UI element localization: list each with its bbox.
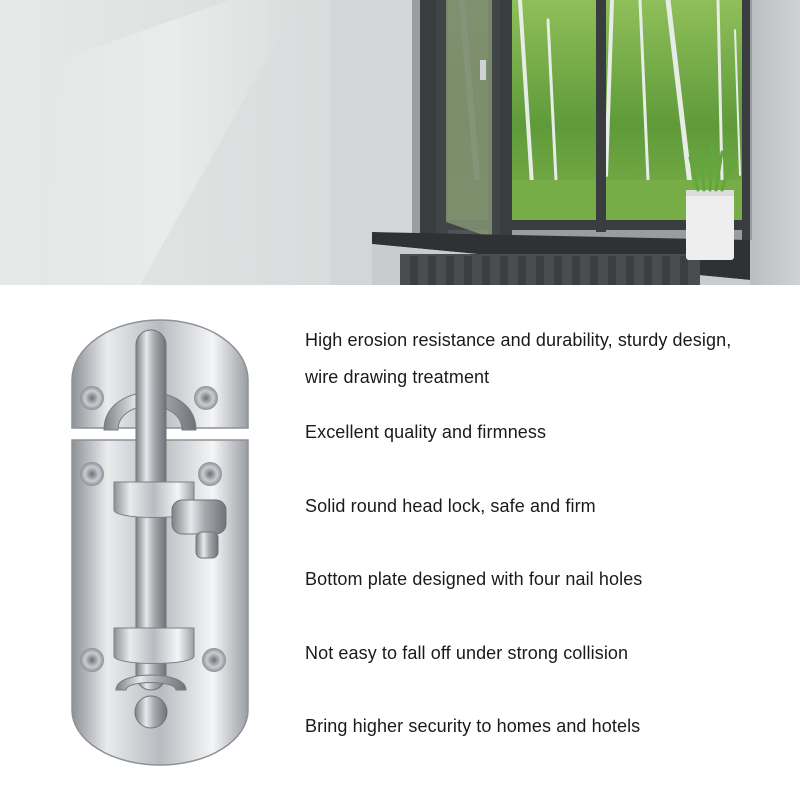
feature-line-1: High erosion resistance and durability, sturdy design,: [305, 330, 732, 350]
feature-line-4: Bottom plate designed with four nail holes: [305, 569, 643, 589]
feature-list: [305, 322, 785, 745]
feature-line-1-cont: wire drawing treatment: [305, 366, 490, 387]
barrel-bolt-image: [60, 310, 260, 770]
feature-line-5: Not easy to fall off under strong collision: [305, 642, 629, 663]
room-window-icon: [0, 0, 800, 285]
feature-line-2: Excellent quality and firmness: [305, 422, 547, 442]
room-window-photo: [0, 0, 800, 285]
barrel-bolt-latch-icon: [60, 310, 260, 770]
feature-line-3: Solid round head lock, safe and firm: [305, 495, 596, 516]
feature-line-6: Bring higher security to homes and hotels: [305, 716, 641, 736]
